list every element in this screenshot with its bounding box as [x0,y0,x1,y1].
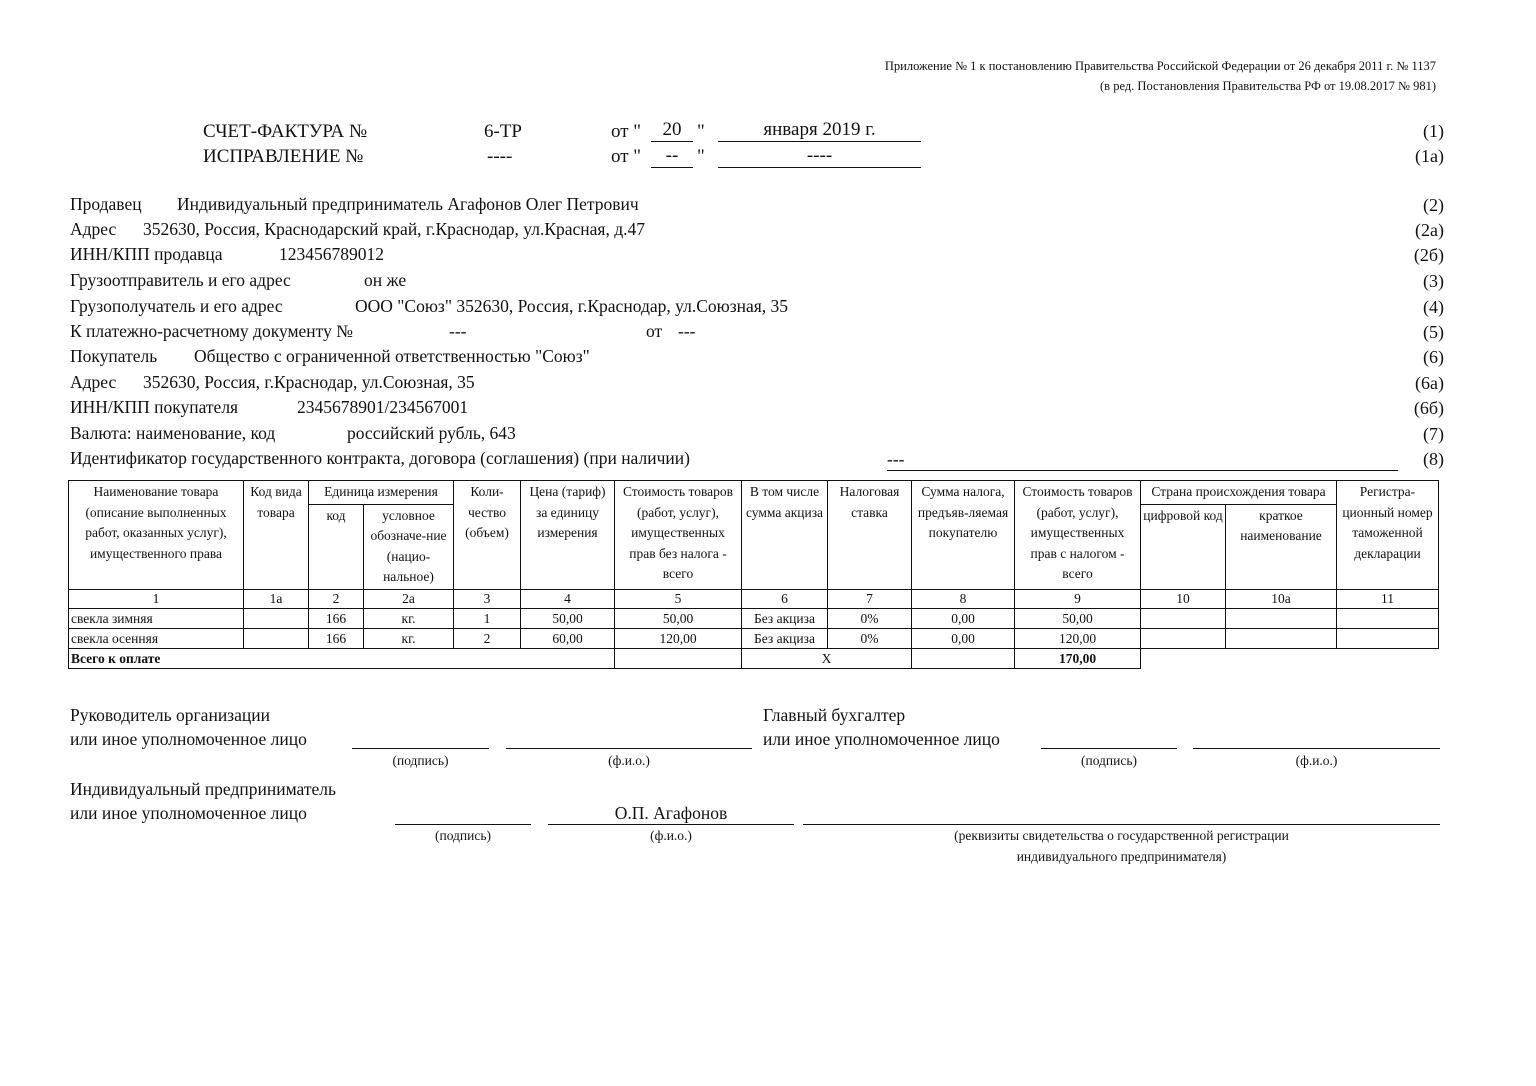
seller-value: Индивидуальный предприниматель Агафонов Олег Петрович [177,194,639,214]
consignee-value: ООО "Союз" 352630, Россия, г.Краснодар, ул.Союзная, 35 [355,296,789,316]
cell-price: 50,00 [521,608,615,628]
invoice-label: СЧЕТ-ФАКТУРА № [203,121,368,142]
cell-price: 60,00 [521,628,615,648]
cell-unit-code: 166 [309,628,364,648]
header-tax-amount: Сумма налога, предъяв-ляемая покупателю [912,481,1015,590]
seller-address-label: Адрес [70,219,117,239]
invoice-number: 6-ТР [484,121,522,142]
header-cost-with-tax: Стоимость товаров (работ, услуг), имущественных прав с налогом - всего [1015,481,1141,590]
column-numbers-row [69,589,1439,608]
column-number: 2 [309,589,364,608]
cell-unit-name: кг. [364,628,454,648]
seller-code: (2) [1423,195,1444,215]
head-signature-caption: (подпись) [392,753,449,768]
invoice-code: (1) [1423,121,1444,141]
total-label: Всего к оплате [69,648,615,668]
currency-label: Валюта: наименование, код [70,423,276,443]
invoice-quote-close: " [697,121,705,142]
cell-type-code [244,628,309,648]
buyer-address-label: Адрес [70,372,117,392]
header-country-name: краткое наименование [1226,504,1337,589]
cell-excise: Без акциза [742,608,828,628]
cell-tax-rate: 0% [828,608,912,628]
ip-fio-caption: (ф.и.о.) [650,828,692,843]
total-cost-without-tax [615,648,742,668]
head-fio-caption: (ф.и.о.) [608,753,650,768]
cell-cost-without-tax: 50,00 [615,608,742,628]
cell-goods-name: свекла зимняя [69,608,244,628]
ip-signature-caption: (подпись) [434,828,492,843]
header-country-code: цифровой код [1141,504,1226,589]
cell-type-code [244,608,309,628]
cell-tax-rate: 0% [828,628,912,648]
cell-unit-name: кг. [364,608,454,628]
seller-inn-label: ИНН/КПП продавца [70,244,223,264]
header-quantity: Коли-чество (объем) [454,481,521,590]
cell-declaration [1337,608,1439,628]
total-x-mark: Х [742,648,912,668]
column-number: 7 [828,589,912,608]
chief-accountant-signature-line [1041,748,1177,749]
column-number: 1 [69,589,244,608]
buyer-code: (6) [1423,347,1444,367]
seller-inn-value: 123456789012 [279,244,384,264]
shipper-code: (3) [1423,271,1444,291]
invoice-from-label: от " [611,121,642,142]
column-number: 5 [615,589,742,608]
contract-id-value: --- [887,449,1398,471]
total-empty [1141,648,1439,668]
payment-doc-label: К платежно-расчетному документу № [70,321,353,341]
payment-doc-code: (5) [1423,322,1444,342]
invoice-table [68,480,1439,669]
payment-doc-from-label: от [646,321,663,341]
cell-quantity: 1 [454,608,521,628]
total-cost-with-tax: 170,00 [1015,648,1141,668]
total-tax-amount [912,648,1015,668]
header-unit-code: код [309,504,364,589]
table-total-row [69,648,1439,668]
header-goods-name: Наименование товара (описание выполненных работ, оказанных услуг), имущественного права [69,481,244,590]
shipper-label: Грузоотправитель и его адрес [70,270,291,290]
seller-label: Продавец [70,194,142,214]
header-unit-name: условное обозначе-ние (нацио-нальное) [364,504,454,589]
cell-country-name [1226,628,1337,648]
buyer-address-code: (6а) [1415,373,1444,393]
chief-accountant-label-line1: Главный бухгалтер [763,705,906,725]
correction-label: ИСПРАВЛЕНИЕ № [203,146,364,167]
header-excise: В том числе сумма акциза [742,481,828,590]
header-declaration: Регистра-ционный номер таможенной декларации [1337,481,1439,590]
table-row [69,608,1439,628]
cell-declaration [1337,628,1439,648]
column-number: 4 [521,589,615,608]
column-number: 10 [1141,589,1226,608]
seller-inn-code: (2б) [1413,245,1444,265]
ip-name: О.П. Агафонов [614,803,728,823]
chief-accountant-fio-caption: (ф.и.о.) [1295,753,1338,768]
chief-accountant-fio-line [1193,748,1440,749]
cell-cost-without-tax: 120,00 [615,628,742,648]
head-fio-line [506,748,752,749]
cell-tax-amount: 0,00 [912,608,1015,628]
column-number: 6 [742,589,828,608]
table-row [69,628,1439,648]
header-type-code: Код вида товара [244,481,309,590]
cell-excise: Без акциза [742,628,828,648]
ip-label-line1: Индивидуальный предприниматель [70,779,336,799]
head-label-line1: Руководитель организации [70,705,270,725]
column-number: 1а [244,589,309,608]
chief-accountant-signature-caption: (подпись) [1080,753,1138,768]
buyer-value: Общество с ограниченной ответственностью "Союз" [194,346,590,366]
seller-address-code: (2а) [1415,220,1444,240]
ip-fio-line [548,824,794,825]
head-label-line2: или иное уполномоченное лицо [70,729,307,749]
column-number: 9 [1015,589,1141,608]
column-number: 10а [1226,589,1337,608]
cell-cost-with-tax: 120,00 [1015,628,1141,648]
correction-number: ---- [487,146,513,167]
cell-goods-name: свекла осенняя [69,628,244,648]
ip-label-line2: или иное уполномоченное лицо [70,803,307,823]
buyer-label: Покупатель [70,346,158,366]
buyer-inn-label: ИНН/КПП покупателя [70,397,239,417]
consignee-code: (4) [1423,297,1444,317]
cell-country-code [1141,628,1226,648]
ip-signature-line [395,824,531,825]
cell-unit-code: 166 [309,608,364,628]
column-number: 3 [454,589,521,608]
ip-registration-caption-line1: (реквизиты свидетельства о государственной регистрации [954,828,1289,843]
correction-day: -- [651,146,693,168]
ip-registration-caption-line2: индивидуального предпринимателя) [1016,849,1227,864]
buyer-inn-code: (6б) [1413,398,1444,418]
chief-accountant-label-line2: или иное уполномоченное лицо [763,729,1000,749]
correction-code: (1а) [1415,146,1444,166]
cell-tax-amount: 0,00 [912,628,1015,648]
payment-doc-date: --- [678,321,696,341]
payment-doc-value: --- [449,321,467,341]
contract-id-label: Идентификатор государственного контракта, договора (соглашения) (при наличии) [70,448,690,468]
column-number: 2а [364,589,454,608]
ip-registration-line [803,824,1440,825]
currency-value: российский рубль, 643 [347,423,516,443]
correction-date: ---- [718,146,921,168]
column-number: 8 [912,589,1015,608]
regulation-amendment-note: (в ред. Постановления Правительства РФ от 19.08.2017 № 981) [1100,79,1436,93]
header-tax-rate: Налоговая ставка [828,481,912,590]
shipper-value: он же [364,270,407,290]
contract-id-code: (8) [1423,449,1444,469]
correction-quote-close: " [697,146,705,167]
header-cost-without-tax: Стоимость товаров (работ, услуг), имущественных прав без налога - всего [615,481,742,590]
currency-code: (7) [1423,424,1444,444]
correction-from-label: от " [611,146,642,167]
cell-country-code [1141,608,1226,628]
buyer-inn-value: 2345678901/234567001 [297,397,469,417]
cell-quantity: 2 [454,628,521,648]
regulation-note: Приложение № 1 к постановлению Правительства Российской Федерации от 26 декабря 2011 г. № 1137 [884,59,1436,73]
cell-country-name [1226,608,1337,628]
head-signature-line [352,748,489,749]
header-price: Цена (тариф) за единицу измерения [521,481,615,590]
invoice-day: 20 [651,120,693,142]
table-header-row [69,481,1439,505]
column-number: 11 [1337,589,1439,608]
buyer-address-value: 352630, Россия, г.Краснодар, ул.Союзная, 35 [143,372,475,392]
header-unit-group: Единица измерения [309,481,454,505]
consignee-label: Грузополучатель и его адрес [70,296,283,316]
header-country-group: Страна происхождения товара [1141,481,1337,505]
invoice-month-year: января 2019 г. [718,120,921,142]
seller-address-value: 352630, Россия, Краснодарский край, г.Краснодар, ул.Красная, д.47 [143,219,646,239]
cell-cost-with-tax: 50,00 [1015,608,1141,628]
